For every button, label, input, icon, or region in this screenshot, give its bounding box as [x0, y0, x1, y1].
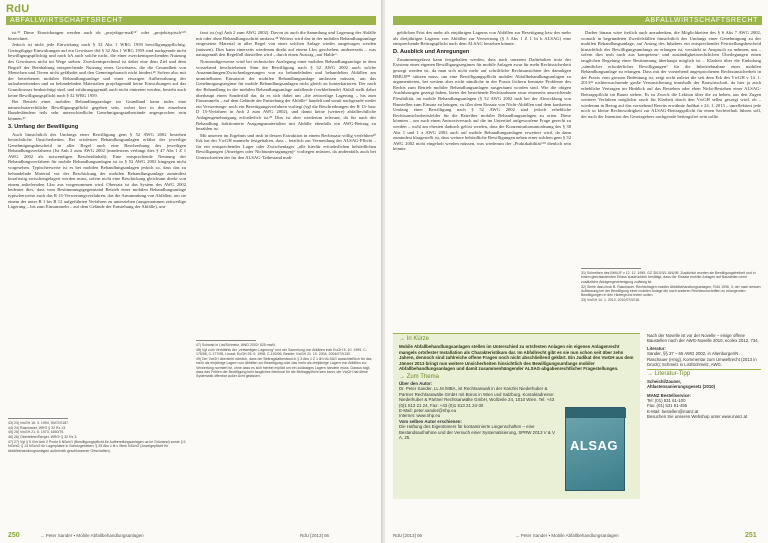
right-column-1 [393, 30, 571, 153]
book-cover-stripe [566, 408, 626, 418]
left-column-2 [196, 30, 376, 162]
right-page [385, 0, 768, 543]
footnote: 47) 27) Vgl § 5 iVm Anh 2 Punkt 6 NSchG (Bewilligungspflicht für Aufbereitungsanlagen ua im Grünland) sowie § 6 NSchG; § 13 NSchG für Lagerplätze in Schutzgebieten; § 25 Abs 1 lit c Stmk NSchG (Anzeigepflicht für Abfallbehandlungsanlagen außerhalb geschlossener Ortschaften). [8, 439, 186, 453]
footnote: 43) 23) VwGH 16. 3. 1994, 93/07/0187. [8, 421, 70, 425]
footnote: 49) Der VwGH übersieht nämlich, dass der Beitragstatbestand in § 3 Abs 1 Z 1 lit b ALSAG ausschließlich für das mehr als einjährige Lagern von Abfällen zur Beseitigung oder das mehr als dreijährige Lagern von Abfällen zur Verwertung normiert ist, ohne dass es sich hierbei explizit um ein zulässiges Lagern handeln muss. Daraus folgt, dass das Fehlen der Bewilligung kein taugliches Merkmal für die Beitragspflicht sein kann; der VwGH hat diese Systematik offenbar außer Acht gelassen. [196, 356, 372, 379]
section-heading: 3. Umfang der Bewilligung [8, 123, 79, 130]
paragraph: fasst ist (vgl Anh 2 zum AWG 2002). Davon ist auch die Sammlung und Lagerung der Abfälle mit oder ohne Behandlungsschritt umfasst.²⁸ Weiters wird das in der mobilen Behandlungsanlage eingesetzte Material in aller Regel von einer solchen Anlage wieder ausgetragen werden (müssen). Dies kann einerseits wiederum direkt auf einem Lkw geschehen, andererseits – was naturgemäß den Regelfall darstellen wird – durch einen Austrag „auf Halde“. [196, 30, 376, 58]
literature-book-subtitle: Altlastensanierungsgesetz (2010) [647, 384, 716, 390]
book-heading: Vom selben Autor erschienen: [399, 418, 462, 424]
paragraph: ist.²³ Diese Einwirkungen werden auch als „projektge-maß“²´ oder „projekttypisch“²⁵ bezeichnet. [8, 30, 186, 41]
shop-fax: Fax: (01) 531 61-455 [647, 403, 688, 409]
page-footer: → Peter Sander ▪ Mobile Abfallbehandlungsanlagen [515, 533, 619, 538]
author-heading: Über den Autor: [399, 380, 433, 386]
book-reference: Die Haftung des Eigentümers für kontaminierte Liegenschaften – eine Bestandsaufnahme und der Versuch einer Systematisierung, SPRW 2013 V & V A, 25. [399, 424, 555, 441]
side-text: Nach der Novelle ist vor der Novelle – einige offene Baustellen nach der AWG-Novelle 2010, ecolex 2012, 734. [647, 333, 759, 344]
footnote: 46) 26) Oberleitner/Berger, WRG³ § 32 Rz 3. [8, 435, 78, 440]
section-label: ABFALLWIRTSCHAFTSRECHT [393, 16, 762, 25]
paragraph: Darber hinaus wäre freilich auch anzudenken, die Möglichkeiten des § 6 Abs 7 AWG 2002, wonach in begründeten Zweifelsfällen hinsichtlich des Umfangs einer Genehmigung zu der mobilen Behandlungsanlage, auf Antrag des Inhabers ein entsprechender Feststellungsbescheid hinsichtlich des Bewilligungsumfangs zu erlangen ist, verstärkt in Anspruch zu nehmen, um – sofern dies insb auch aus kompetenz- und zuständigkeitsrechtlichen Überlegungen einen tauglichen Regelung einer Bestimmung überhaupt möglich ist – Klarheit über die Einholung „sämtlicher erforderlicher Bewilligungen“ für die Inbetriebnahme einer mobilen Behandlungsanlage zu erlangen. Dass mit der vorstehend angesprochenen Rechtsunsicherheit in der Praxis vom grossen Bedeutung ist, zeigt nicht zuletzt die seit dem Erk des VwGH v 14. 1. 2013³³ nichterwachsende große Verunsicherung innerhalb der Bauwirtschaft, da hier ja auch erhebliche Vertragen im Hinblick auf das Bestehen oder eben Nicht-Bestehen einer ALSAG-Beitragspflicht im Raum stehen. Es ist Zweck die Lektion über die zu heben, aus den Zugen weiterer Verfahren möglichst rasch für Klarheit durch den VwGH selbst gesorgt wird, ob – wiederum in Bezug auf das vorstehend Bereits erwähnte Judikat v 24. 1. 2013 – unreflektiert jede noch so kleine Rechtswidrigkeit zur ALSAG-Beitragspflicht für einen Sachverhalt führen soll, der nach der Intention des Gesetzgebers nachgerade beitragsfrei sein sollte. [581, 30, 761, 119]
footnotes-right [196, 343, 376, 379]
summary-title: → In Kürze [399, 336, 430, 342]
shop-phone: Tel: (01) 531 61-100 [647, 398, 686, 404]
paragraph: Zusammengefasst kann festgehalten werden, dass nach unserem Dafürhalten trotz der Existenz eines eigenen Bewilligungsregimes für mobile Anlagen zwar für mehr Rechtssicherheit gesorgt werden ist, da man sich nicht mehr auf schriftliche Rechtsansichten des damaligen BMUJF³¹ stützen muss, um eine Bewilligungspflicht mobiler Abfallbehandlungsanlagen zu argumentieren, bei weitem aber nicht sämtliche in der Praxis löchern benutzte Probleme des Rechts zum Betrieb mobiler Behandlungsanlagen ausgeräumt worden sind. Wie die obigen Ausführungen gezeigt haben, bietet der bestehende Rechtsrahmen zwar einerseits ausreichende Flexibilität, im mobile Behandlungsanlagen (§ 52 AWG 2002 insb bei der Abwicklung von Baustellen zum Einsatz zu bringen, va iZm dem Einsatz von Nicht-Abfällen und dem konkreten Umfang einer Bewilligung nach § 52 AWG 2002 sind jedoch erhebliche Rechtsunsicherheitsfelder für die Betreiber mobiler Behandlungsanlagen zu orten. Diese könnten – um auch einen Antwortversuch auf die im Untertitel aufgeworfene Frage gerecht zu werden – wohl am ehesten dadurch gelöst werden, dass die Konzentrationsanordnung des § 38 Abs 1 und 1 a AWG 2002 auch auf mobile Behandlungsanlagen erweitert wird, da dann zumindest klargestellt ist, dass weitere behördliche Bewilligungen neben einer solchen gem § 52 AWG 2002 nicht eingeholt werden müssen, was wiederum der „Praktikabilität“³² dienlich sein könnte. [393, 56, 571, 152]
footnote-rule [196, 340, 256, 341]
issue-label: RdU [2013] 06 [393, 533, 423, 538]
side-column [647, 333, 761, 420]
paragraph: Notwendigerweise wird bei technischer Auslegung einer mobilen Behandlungsanlage in dem vorstehend beschriebenen Sinn die Bewilligung nach § 52 AWG 2002 auch solche Ansammlungen/Zwischenlagerungen von zu behandelnden und behandelten Abfällen am unmittelbaren Einsatzort der mobilen Behandlungsanlage umfassen müssen, um das Genehmigungsregime für mobile Behandlungsanlagen nicht gleich zu konterkarieren. Der nach der Behandlung in der mobilen Behandlungsanlage anfallende (verbleibende) Abfall stellt dabei überhaupt einen Sonderfall dar, da es sich dabei um „die zeitweilige Lagerung – bis zum Einsammeln – auf dem Gelände der Entstehung der Abfälle“ handelt und somit nachgerade weder ein Verwertungs- noch ein Beseitigungsverfahren vorliegt (vgl die Beschreibungen der R 13- bzw D 15-Verfahren in Anh 2 zum AWG 2002), und damit keine (weitere) abfallrechtliche Anlagengenehmigung erforderlich ist.²⁹ Dies ist aber wiederum relevant, da für nach der Behandlung fraktionierte Ausgangsmaterialien mit Abfälle ebenfalls ein AWG-Beitrag zu bezahlen ist. [196, 58, 376, 132]
author-bio: Dr. Peter Sander, LL.M./MBA, ist Rechtsanwalt in der Kanzlei Niederhuber & Partner Rechtsanwälte GmbH mit Büros in Wien und Salzburg. Kontaktadresse: Niederhuber & Partner Rechtsanwälte GmbH, Wollzeile 24, 1010 Wien. Tel: +43 (0)1 513 21 24, Fax: +43 (0)1 513 21 24-30 [399, 386, 555, 408]
shop-web[interactable]: Besuchen Sie unseren Webshop unter www.manz.at [647, 414, 748, 420]
literature-text: Sander, §§ 37 – 65 AWG 2002, in Altenburger/N. Raschauer (Hrsg), Kommentar zum Umweltrecht (2013 in Druck); Schmelz in List/Schmelz, AWG. [647, 351, 757, 368]
topic-title: → Zum Thema [399, 373, 439, 380]
literature-label: Literatur: [647, 345, 666, 351]
footnote: 33) VwGH 14. 1. 2013, 2010/07/0218. [581, 298, 640, 303]
footnote: 44) 24) Raschauer, WRG § 32 Rz 13. [8, 425, 67, 430]
page-footer: → Peter Sander ▪ Mobile Abfallbehandlungsanlagen [40, 533, 144, 538]
shop-title: MANZ Bestellservice: [647, 392, 691, 398]
paragraph: Bei Betrieb einer mobilen Behandlungsanlage im Grundland kann indes eine naturschutzrechtliche Bewilligungspflicht gegeben sein, wobei hier in den einzelnen Bundesländern teils sehr unterschiedliche Genehmigungstatbestände angesprochen sein können.²⁷ [8, 99, 186, 121]
book-cover-title: ALSAG [570, 438, 618, 453]
footnote: 31) Schreiben des BMUJF v 12. 12. 1995, GZ 3010/3/1-III/4/95. Zusätzlich wurden sie Bewilligungsfreiheit und in einem gleichlautenden Erlass ausdrücklich bestätigt, dass der Einsatz mobiler Anlagen auf Baustellen ohne zusätzliche Anlagengenehmigung zulässig ist. [581, 271, 756, 284]
paragraph: Mit unseren im Ergebnis und insb in dessen Extraktion in einem Rechtssatz völlig verfehlten³⁰ Erk hat der VwGH nunmehr festgehalten, dass – letztlich zur Vermeidung der ALSAG-Pflicht – für ein entsprechendes Lager oder Zwischenlager „alle hierfür erforderlichen behördlichen Bewilligungen (Anzeigen oder Nichtuntersagungen)“ vorliegen müssen, da andernfalls auch bei Unterschreiten der für den ALSAG-Tatbestand maß- [196, 132, 376, 161]
brand-logo: RdU [6, 3, 30, 15]
paragraph: Jedoch ist nicht jede Einwirkung nach § 32 Abs 1 WRG 1959 bewilligungspflichtig. Geringfügige Einwirkungen auf ein Gewässer iSd § 32 Abs 1 WRG 1959 sind nachgerade nicht bewilligungspflichtig und nach hA auch solche nicht, die einer zweckentsprechenden Nutzung des Gewässers nicht im Wege stehen. Zweckentsprechend ist dabei eine dem Ziel und dem Begriff der Reinhaltung entsprechende Nutzung eines Gewässers, die die Gesundheit von Menschen und Tieren nicht gefährdet und den Gemeingebrauch nicht hindert.²⁶ Sofern also mit der betriebenen mobilen Behandlungsanlage und einer etwaigen Aufbewahrung der aufzubereitenden und zu behandelnden Materialien projektgemäß keine Einwirkungen auf das Grundwasser beabsichtigt sind, und erfahrungsgemäß auch nicht eintreten werden, besteht auch keine Bewilligungspflicht nach § 32 WRG 1959. [8, 42, 186, 98]
footnotes-right-page [581, 271, 761, 303]
author-email[interactable]: E-Mail: peter.sander@nhp.eu [399, 408, 457, 413]
page-number: 250 [8, 532, 20, 539]
book-cover-image [565, 407, 625, 491]
literature-tip-title: → Literatur-Tipp [647, 369, 761, 377]
issue-label: RdU [2013] 06 [300, 533, 330, 538]
section-heading: D. Ausblick und Anregungen [393, 48, 470, 55]
footnote: 32) Siehe dazu insb B. Raschauer, Rechtsfragen mobiler Abfallbehandlungsanlagen, RdU 1996, 3; der nach dessen Auffassung bei der Bewilligung einer mobilen Anlage die nach anderen Rechtsvorschriften zu erlangenden Bewilligungen in den Hintergrund treten sollen. [581, 284, 761, 298]
footnote: 45) 25) VwGH 21. 6. 1973, 1650/75. [8, 430, 65, 435]
paragraph: Auch hinsichtlich des Umfangs einer Bewilligung gem § 52 AWG 2002 bestehen beträchtliche Unsicherheiten. Bei ortsfesten Behandlungsanlagen erfährt der jeweilige Genehmigungsbescheid in aller Regel auch eine Beschreibung des jeweiligen Behandlungsverfahrens (Ist Anh 2 zum AWG 2002 (mindestens verlangt dies § 47 Abs 1 Z 1 AWG 2002 als notwendigen Bescheidinhalt). Eine entsprechende Nennung der Behandlungsverfahren für mobile Behandlungsanlagen ist in § 52 AWG 2002 hingegen nicht vorgesehen. Typischerweise ist es bei mobilen Behandlungsanlagen jedoch so, dass das zu behandelnde Material vor der Beschickung der mobilen Behandlungsanlage zumindest kurzfristig zwischengelagert werden muss, sofern nicht eine Beschickung gleichsam direkt von einem anliefernden Lkw aus vorgenommen wird. Obersatz ist das System des AWG 2002 bedeutet dies, dass vom Bestimmungsgegenstand Betrieb einer mobilen Behandlungsanlage typischerweise auch das R 13-Verwertungsverfahren, das die Ansammlung von Abfällen, um sie einem der unter R 1 bis R 12 aufgeführten Verfahren zu unterziehen (ausgenommen zeitweilige Lagerung – bis zum Einsammeln – auf dem Gelände der Entstehung der Abfälle), um- [8, 131, 186, 210]
paragraph: geblichen Frist des mehr als einjährigen Lagerns von Abfällen zur Beseitigung bzw des mehr als dreijährigen Lagerns von Abfällen zur Verwertung (§ 3 Abs 1 Z 1 lit b ALSAG) eine entsprechende Beitragspflicht nach dem ALSAG bestehen könnte. [393, 30, 571, 47]
footnotes-left [8, 421, 186, 453]
literature-book-title: Scheichl/Zauner, [647, 378, 682, 384]
footnote: 47) Schwab in List/Schmelz, AWG 2002² 525 mwN. [196, 343, 276, 347]
author-website[interactable]: Internet: www.nhp.eu [399, 413, 441, 419]
footnote: 48) Vgl zum Verhältnis der „zeitweiligen Lagerung“ und der Sammlung von Abfällen insb EuGH 5. 10. 1999, C-175/98, C-177/98, Lirussi; EuGH 25. 6. 1998, C-192/96, Beside; VwGH 21. 10. 2004, 2004/07/0130. [196, 347, 367, 357]
page-number: 251 [745, 532, 757, 539]
right-column-2 [581, 30, 761, 121]
summary-text: Mobile Abfallbehandlungsanlagen stellen im Unterschied zu ortsfesten Anlagen ein eigenes Anlagenrecht mangels ortsfester Installation als Charakteristikum dar. Im Abfallrecht gibt es sie nun schon seit über zehn Jahren, dennoch sind zahlreiche offene Fragen noch nicht abschließend geklärt. Ein Judikat des VwGH aus dem Jänner 2013 bringt nun weitere Unsicherheiten hinsichtlich des Bewilligungsumfangs mobiler Abfallbehandlungsanlagen und damit zusammenhängender ALSAG-abgabenrechtlicher Fragestellungen. [399, 344, 634, 372]
footnote-rule [581, 268, 641, 269]
left-page [0, 0, 383, 543]
section-label: ABFALLWIRTSCHAFTSRECHT [6, 16, 376, 25]
shop-email[interactable]: E-Mail: bestellen@manz.at [647, 408, 699, 414]
left-column-1 [8, 30, 186, 211]
footnote-rule [8, 418, 68, 419]
